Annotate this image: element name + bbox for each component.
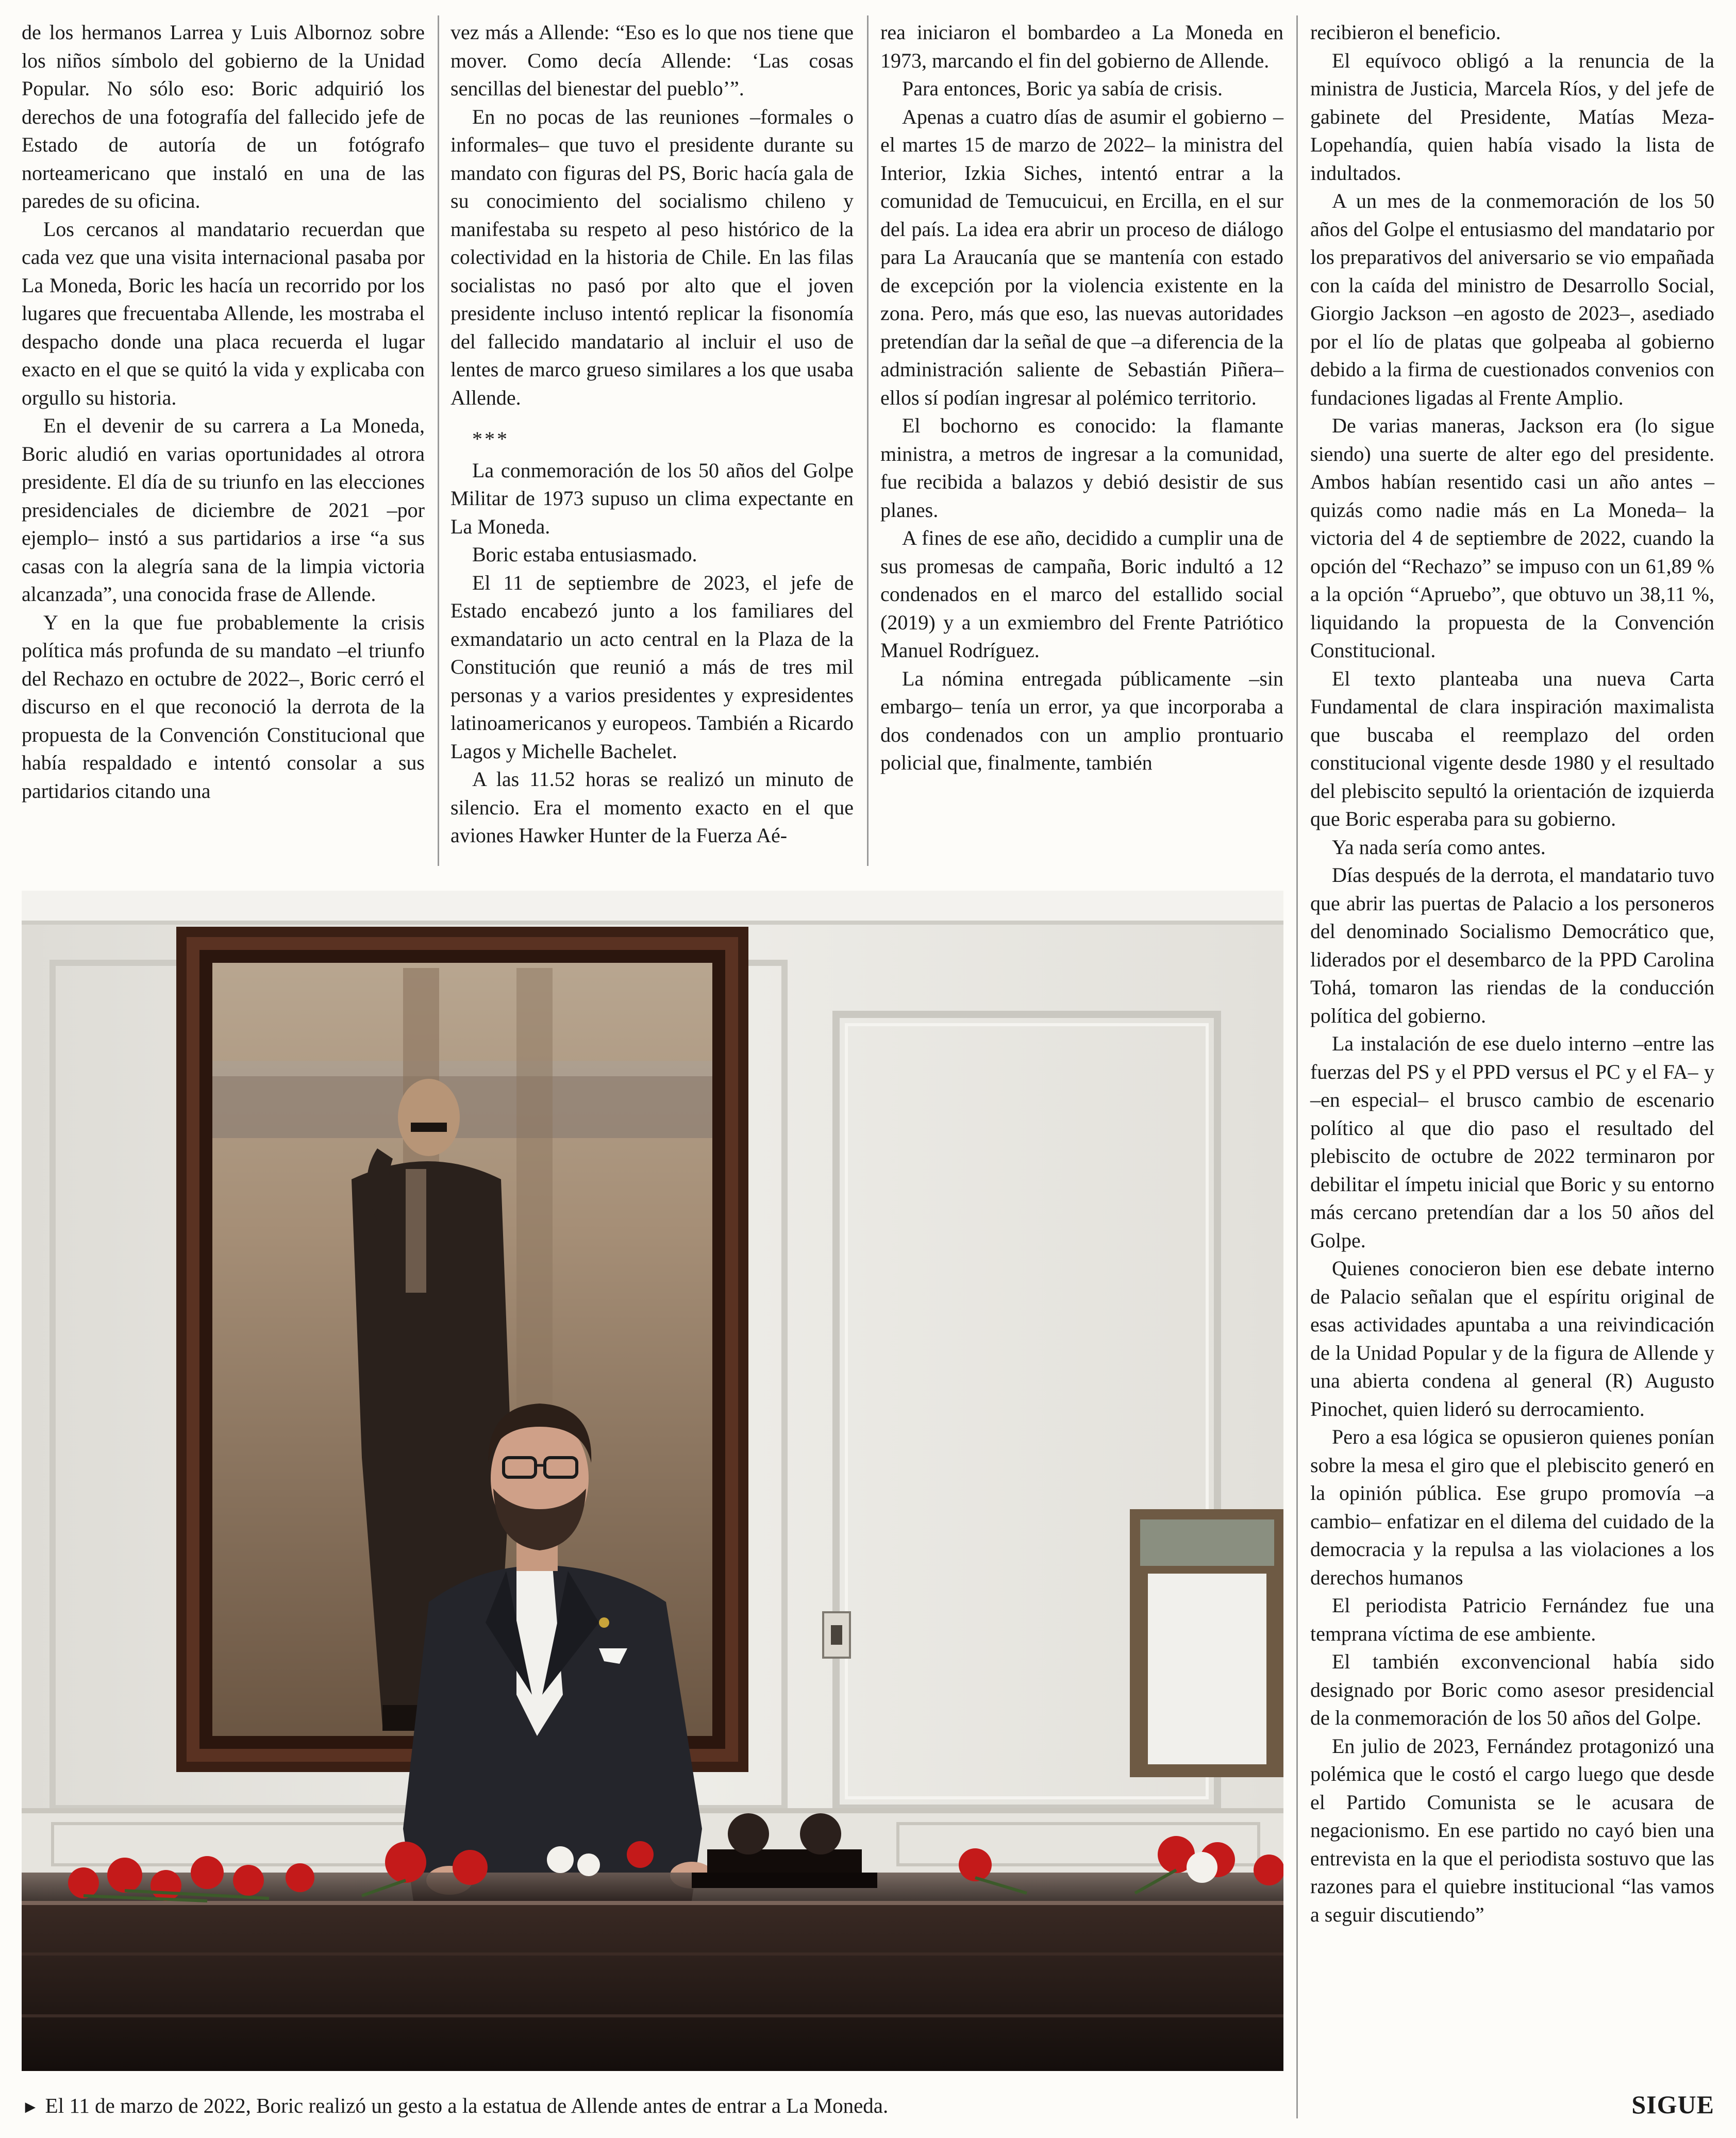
section-separator: ***: [472, 427, 509, 450]
paragraph: Y en la que fue probablemente la crisis política más profunda de su mandato –el triunfo del Rechazo en octubre de 2022–, Boric cerró el discurso en el que reconoció la derrota de la propuesta de la Convención Constitucional que había respaldado e intentó consolar a sus partidarios citando una: [22, 610, 425, 803]
photo-caption: [22, 2093, 1284, 2120]
paragraph: La instalación de ese duelo interno –entre las fuerzas del PS y el PPD versus el PC y el FA– y –en especial– el brusco cambio de escenario político al que dio paso el resultado del plebiscito de octubre de 2022 terminaron por debilitar el ímpetu inicial que Boric y su entorno más cercano pretendían dar a los 50 años del Golpe.: [1310, 1032, 1714, 1252]
paragraph: El equívoco obligó a la renuncia de la ministra de Justicia, Marcela Ríos, y del jefe de gabinete del Presidente, Matías Meza-Lopehandía, quien había visado la lista de indultados.: [1310, 48, 1714, 185]
paragraph: vez más a Allende: “Eso es lo que nos tiene que mover. Como decía Allende: ‘Las cosas sencillas del bienestar del pueblo’”.: [450, 21, 854, 100]
paragraph: En el devenir de su carrera a La Moneda, Boric aludió en varias oportunidades al otrora presidente. El día de su triunfo en las elecciones presidenciales de diciembre de 2021 –por ejemplo– instó a sus partidarios a irse “a sus casas con la alegría sana de la limpia victoria alcanzada”, una conocida frase de Allende.: [22, 414, 425, 606]
paragraph: rea iniciaron el bombardeo a La Moneda en 1973, marcando el fin del gobierno de Allende.: [880, 21, 1283, 72]
ceiling-moulding: [22, 891, 1283, 922]
text-column-1: [22, 19, 425, 805]
paragraph: Para entonces, Boric ya sabía de crisis.: [902, 77, 1223, 100]
paragraph: En no pocas de las reuniones –formales o informales– que tuvo el presidente durante su mandato con figuras del PS, Boric hacía gala de su conocimiento del socialismo chileno y manifestaba su respeto al peso histórico de la colectividad en la historia de Chile. En las filas socialistas no pasó por alto que el joven presidente incluso intentó replicar la fisonomía del fallecido mandatario al incluir el uso de lentes de marco grueso similares a los que usaba Allende.: [450, 105, 854, 409]
paragraph: A un mes de la conmemoración de los 50 años del Golpe el entusiasmo del mandatario por los preparativos del aniversario se vio empañada con la caída del ministro de Desarrollo Social, Giorgio Jackson –en agosto de 2023–, asediado por el lío de platas que golpeaba al gobierno debido a la firma de cuestionados convenios con fundaciones ligadas al Frente Amplio.: [1310, 189, 1714, 409]
paragraph: Los cercanos al mandatario recuerdan que cada vez que una visita internacional pasaba por La Moneda, Boric les hacía un recorrido por los lugares que frecuentaba Allende, les mostraba el despacho donde una placa recuerda el lugar exacto en el que se quitó la vida y explicaba con orgullo su historia.: [22, 217, 425, 409]
article-photo: [22, 891, 1283, 2071]
paragraph: A las 11.52 horas se realizó un minuto de silencio. Era el momento exacto en el que aviones Hawker Hunter de la Fuerza Aé-: [450, 767, 854, 847]
paragraph: Ya nada sería como antes.: [1332, 835, 1546, 859]
wall-mirror: [1130, 1509, 1283, 1777]
paragraph: Apenas a cuatro días de asumir el gobierno –el martes 15 de marzo de 2022– la ministra del Interior, Izkia Siches, intentó entrar a la comunidad de Temucuicui, en Ercilla, en el sur del país. La idea era abrir un proceso de diálogo para La Araucanía que se mantenía con estado de excepción por la violencia existente en la zona. Pero, más que eso, las nuevas autoridades pretendían dar la señal de que –a diferencia de la administración saliente de Sebastián Piñera– ellos sí podían ingresar al polémico territorio.: [880, 105, 1283, 409]
paragraph: El texto planteaba una nueva Carta Fundamental de clara inspiración maximalista que buscaba el reemplazo del orden constitucional vigente desde 1980 y el resultado del plebiscito sepultó la orientación de izquierda que Boric esperaba para su gobierno.: [1310, 666, 1714, 830]
paragraph: Quienes conocieron bien ese debate interno de Palacio señalan que el espíritu original de esas actividades apuntaba a una reivindicación de la Unidad Popular y de la figura de Allende y una abierta condena al general (R) Augusto Pinochet, quien lideró su derrocamiento.: [1310, 1257, 1714, 1421]
paragraph: La conmemoración de los 50 años del Golpe Militar de 1973 supuso un clima expectante en La Moneda.: [450, 458, 854, 538]
paragraph: La nómina entregada públicamente –sin embargo– tenía un error, ya que incorporaba a dos condenados con un amplio prontuario policial que, finalmente, también: [880, 666, 1283, 774]
paragraph: de los hermanos Larrea y Luis Albornoz sobre los niños símbolo del gobierno de la Unidad Popular. No sólo eso: Boric adquirió los derechos de una fotografía del fallecido jefe de Estado de autoría de un fotógrafo norteamericano que instaló en una de las paredes de su oficina.: [22, 21, 425, 212]
column-rule-2: [867, 15, 869, 866]
paragraph: De varias maneras, Jackson era (lo sigue siendo) una suerte de alter ego del presidente. Ambos habían resentido casi un año antes –quizás como nadie más en La Moneda– la victoria del 4 de septiembre de 2022, cuando la opción del “Rechazo” se impuso con un 61,89 % a la opción “Apruebo”, que obtuvo un 38,11 %, liquidando la propuesta de la Convención Constitucional.: [1310, 414, 1714, 662]
text-column-2: [450, 19, 854, 850]
paragraph: Boric estaba entusiasmado.: [472, 543, 697, 566]
paragraph: El 11 de septiembre de 2023, el jefe de Estado encabezó junto a los familiares del exmandatario un acto central en la Plaza de la Constitución que reunió a más de tres mil personas y a varios presidentes y expresidentes latinoamericanos y europeos. También a Ricardo Lagos y Michelle Bachelet.: [450, 571, 854, 763]
paragraph: Pero a esa lógica se opusieron quienes ponían sobre la mesa el giro que el plebiscito generó en la opinión pública. Ese grupo promovía –a cambio– enfatizar en el dilema del cuidado de la democracia y la repulsa a las violaciones a los derechos humanos: [1310, 1425, 1714, 1589]
paragraph: En julio de 2023, Fernández protagonizó una polémica que le costó el cargo luego que desde el Partido Comunista se le acusara de negacionismo. En ese partido no cayó bien una entrevista en la que el periodista sostuvo que las razones para el quiebre institucional “las vamos a seguir discutiendo”: [1310, 1734, 1714, 1926]
desk: [22, 1901, 1283, 2071]
column-rule-1: [438, 15, 439, 866]
column-rule-3: [1296, 15, 1298, 2118]
text-column-4: [1310, 19, 1714, 1929]
paragraph: recibieron el beneficio.: [1310, 21, 1501, 44]
caption-text: El 11 de marzo de 2022, Boric realizó un gesto a la estatua de Allende antes de entrar a La Moneda.: [45, 2094, 889, 2117]
paragraph: El periodista Patricio Fernández fue una temprana víctima de ese ambiente.: [1310, 1594, 1714, 1645]
caption-marker-icon: ►: [22, 2098, 39, 2117]
text-column-3: [880, 19, 1283, 777]
paragraph: Días después de la derrota, el mandatario tuvo que abrir las puertas de Palacio a los personeros del denominado Socialismo Democrático que, liderados por el desembarco de la PPD Carolina Tohá, tomaron las riendas de la conducción política del gobierno.: [1310, 863, 1714, 1027]
paragraph: A fines de ese año, decidido a cumplir una de sus promesas de campaña, Boric indultó a 12 condenados en el marco del estallido social (2019) y a un exmiembro del Frente Patriótico Manuel Rodríguez.: [880, 526, 1283, 662]
paragraph: El también exconvencional había sido designado por Boric como asesor presidencial de la conmemoración de los 50 años del Golpe.: [1310, 1650, 1714, 1729]
continues-label: SIGUE: [1631, 2090, 1714, 2119]
paragraph: El bochorno es conocido: la flamante ministra, a metros de ingresar a la comunidad, fue recibida a balazos y debió desistir de sus planes.: [880, 414, 1283, 522]
